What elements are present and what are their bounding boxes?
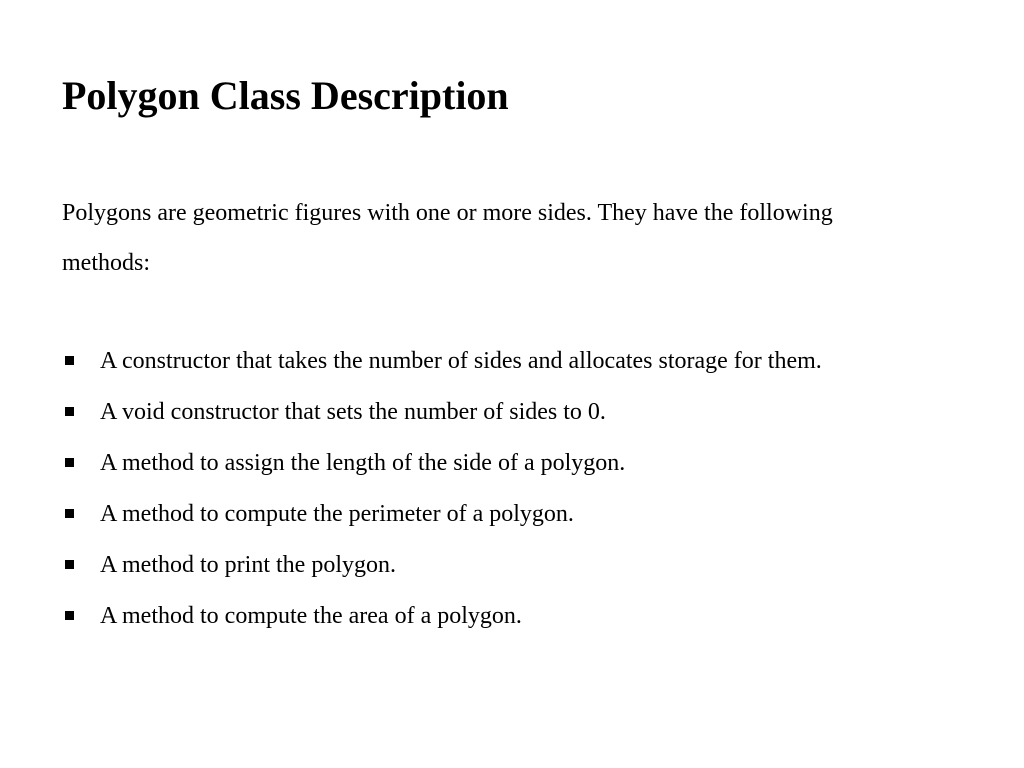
method-text: A constructor that takes the number of sides and allocates storage for them. bbox=[100, 348, 822, 374]
square-bullet-icon bbox=[65, 611, 74, 620]
square-bullet-icon bbox=[65, 509, 74, 518]
intro-paragraph: Polygons are geometric figures with one or more sides. They have the following methods: bbox=[62, 200, 833, 276]
method-text: A method to compute the perimeter of a polygon. bbox=[100, 501, 574, 527]
square-bullet-icon bbox=[65, 458, 74, 467]
slide-title: Polygon Class Description bbox=[62, 73, 509, 118]
method-text: A method to print the polygon. bbox=[100, 552, 396, 578]
method-text: A method to assign the length of the side of a polygon. bbox=[100, 450, 626, 476]
method-text: A method to compute the area of a polygon. bbox=[100, 603, 522, 629]
square-bullet-icon bbox=[65, 356, 74, 365]
square-bullet-icon bbox=[65, 407, 74, 416]
method-text: A void constructor that sets the number of sides to 0. bbox=[100, 399, 606, 425]
square-bullet-icon bbox=[65, 560, 74, 569]
